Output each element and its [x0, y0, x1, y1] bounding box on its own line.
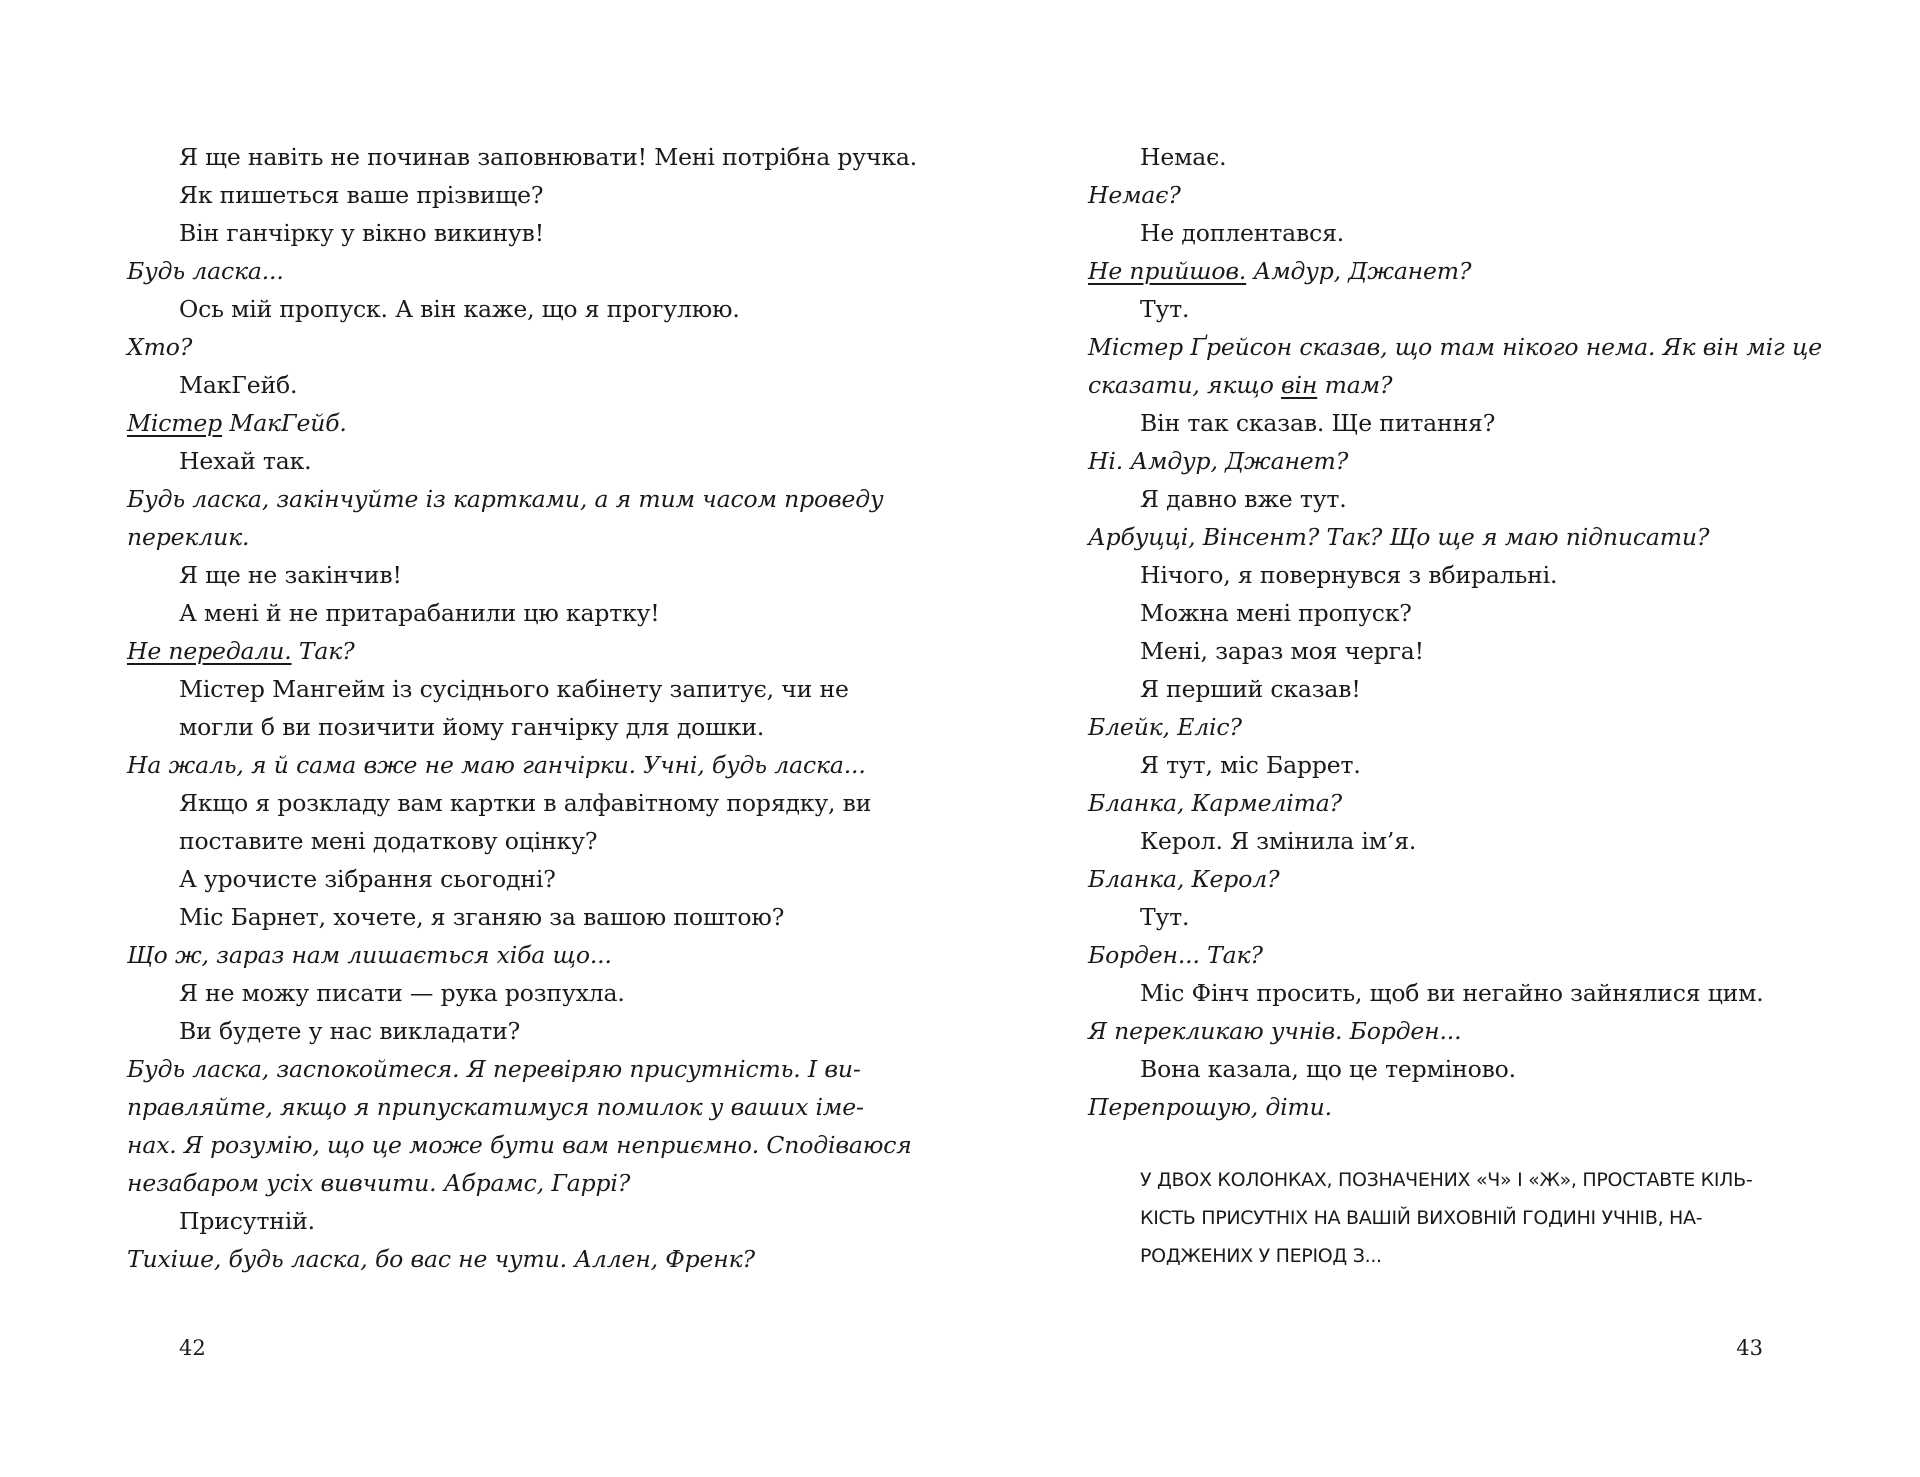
teacher-line	[127, 252, 857, 290]
line-text: Так?	[291, 637, 355, 665]
page-number-right: 43	[1736, 1336, 1763, 1360]
student-line	[127, 860, 857, 898]
line-text: Ви будете у нас викладати?	[179, 1017, 521, 1045]
form-instruction	[1140, 1161, 1820, 1275]
student-line	[1088, 556, 1823, 594]
student-line	[127, 138, 918, 176]
line-text: Що ж, зараз нам лишається хіба що...	[127, 941, 612, 969]
student-line	[1088, 898, 1823, 936]
teacher-line	[1088, 176, 1823, 214]
line-text: Я ще не закінчив!	[179, 561, 402, 589]
line-text: Нехай так.	[179, 447, 312, 475]
teacher-line	[127, 936, 857, 974]
student-line	[127, 594, 857, 632]
line-text: Бланка, Кармеліта?	[1088, 789, 1343, 817]
student-line	[127, 708, 857, 746]
line-text: Немає.	[1140, 143, 1227, 171]
line-text: Ось мій пропуск. А він каже, що я прогулюю.	[179, 295, 740, 323]
line-text: Містер Ґрейсон сказав, що там нікого нема. Як він міг це	[1088, 333, 1822, 361]
teacher-line	[1088, 936, 1823, 974]
line-text: А мені й не притарабанили цю картку!	[179, 599, 660, 627]
line-text: Тут.	[1140, 903, 1190, 931]
line-text: Я тут, міс Баррет.	[1140, 751, 1361, 779]
student-line	[1088, 290, 1823, 328]
line-text: Він ганчірку у вікно викинув!	[179, 219, 545, 247]
teacher-line	[1088, 708, 1823, 746]
teacher-line	[127, 1088, 864, 1126]
left-dialogue	[127, 138, 918, 1278]
student-line	[1088, 480, 1823, 518]
line-text: сказати, якщо	[1088, 371, 1282, 399]
line-text: Він так сказав. Ще питання?	[1140, 409, 1496, 437]
line-text: Хто?	[127, 333, 193, 361]
line-text: Міс Барнет, хочете, я зганяю за вашою поштою?	[179, 903, 785, 931]
line-text: Керол. Я змінила ім’я.	[1140, 827, 1417, 855]
teacher-line	[127, 518, 857, 556]
line-text: нах. Я розумію, що це може бути вам неприємно. Сподіваюся	[127, 1131, 912, 1159]
student-line	[127, 898, 857, 936]
teacher-line	[127, 328, 857, 366]
line-text: На жаль, я й сама вже не маю ганчірки. Учні, будь ласка...	[127, 751, 866, 779]
teacher-line	[1088, 1012, 1823, 1050]
teacher-line	[1088, 860, 1823, 898]
teacher-line	[127, 1240, 857, 1278]
emphasized-text: Не передали.	[127, 637, 292, 665]
line-text: правляйте, якщо я припускатимуся помилок у ваших імe-	[127, 1093, 864, 1121]
line-text: Міс Фінч просить, щоб ви негайно зайнялися цим.	[1140, 979, 1764, 1007]
line-text: МакГейб.	[179, 371, 298, 399]
student-line	[1088, 746, 1823, 784]
teacher-line	[1088, 442, 1823, 480]
line-text: Нічого, я повернувся з вбиральні.	[1140, 561, 1558, 589]
line-text: Тут.	[1140, 295, 1190, 323]
line-text: Блейк, Еліс?	[1088, 713, 1242, 741]
student-line	[127, 556, 857, 594]
line-text: Не доплентався.	[1140, 219, 1345, 247]
line-text: Я давно вже тут.	[1140, 485, 1347, 513]
line-text: МакГейб.	[222, 409, 347, 437]
student-line	[1088, 1050, 1823, 1088]
teacher-line	[1088, 1088, 1823, 1126]
instruction-line: У ДВОХ КОЛОНКАХ, ПОЗНАЧЕНИХ «Ч» І «Ж», ПРОСТАВТЕ КІЛЬ-	[1140, 1169, 1753, 1191]
student-line	[1088, 822, 1823, 860]
student-line	[127, 670, 857, 708]
line-text: Тихіше, будь ласка, бо вас не чути. Аллен, Френк?	[127, 1245, 755, 1273]
student-line	[1088, 214, 1823, 252]
student-line	[1088, 974, 1823, 1012]
line-text: Можна мені пропуск?	[1140, 599, 1412, 627]
right-dialogue	[1088, 138, 1823, 1126]
line-text: А урочисте зібрання сьогодні?	[179, 865, 556, 893]
student-line	[127, 442, 857, 480]
line-text: Якщо я розкладу вам картки в алфавітному порядку, ви	[179, 789, 872, 817]
student-line	[127, 1012, 857, 1050]
line-text: Присутній.	[179, 1207, 316, 1235]
student-line	[127, 974, 857, 1012]
student-line	[127, 822, 857, 860]
instruction-line: РОДЖЕНИХ У ПЕРІОД З...	[1140, 1245, 1382, 1267]
line-text: Я ще навіть не починав заповнювати! Мені потрібна ручка.	[179, 143, 918, 171]
right-page	[1088, 0, 1823, 1477]
line-text: поставите мені додаткову оцінку?	[179, 827, 598, 855]
line-text: Містер Мангейм із сусіднього кабінету запитує, чи не	[179, 675, 849, 703]
student-line	[1088, 404, 1823, 442]
line-text: Борден... Так?	[1088, 941, 1263, 969]
emphasized-text: Містер	[127, 409, 223, 437]
student-line	[127, 366, 857, 404]
student-line	[127, 290, 857, 328]
line-text: Будь ласка, заспокойтеся. Я перевіряю присутність. І ви-	[127, 1055, 861, 1083]
line-text: Ні. Амдур, Джанет?	[1088, 447, 1349, 475]
student-line	[127, 784, 872, 822]
student-line	[127, 214, 857, 252]
left-page	[127, 0, 918, 1477]
teacher-line	[127, 1126, 912, 1164]
teacher-line	[127, 746, 866, 784]
line-text: Я перший сказав!	[1140, 675, 1361, 703]
teacher-line	[127, 1164, 857, 1202]
line-text: там?	[1317, 371, 1393, 399]
teacher-line	[127, 480, 884, 518]
student-line	[127, 176, 857, 214]
line-text: незабаром усіх вивчити. Абрамс, Гаррі?	[127, 1169, 631, 1197]
line-text: Амдур, Джанет?	[1246, 257, 1472, 285]
teacher-line	[1088, 328, 1823, 366]
instruction-line: КІСТЬ ПРИСУТНІХ НА ВАШІЙ ВИХОВНІЙ ГОДИНІ УЧНІВ, НА-	[1140, 1207, 1703, 1229]
line-text: Як пишеться ваше прізвище?	[179, 181, 544, 209]
line-text: Будь ласка, закінчуйте із картками, а я тим часом проведу	[127, 485, 884, 513]
line-text: Бланка, Керол?	[1088, 865, 1280, 893]
teacher-line	[1088, 366, 1823, 404]
line-text: Вона казала, що це терміново.	[1140, 1055, 1516, 1083]
student-line	[1088, 594, 1823, 632]
line-text: Я не можу писати — рука розпухла.	[179, 979, 625, 1007]
student-line	[1088, 670, 1823, 708]
student-line	[1088, 138, 1823, 176]
line-text: Я перекликаю учнів. Борден...	[1088, 1017, 1462, 1045]
line-text: переклик.	[127, 523, 250, 551]
line-text: Немає?	[1088, 181, 1181, 209]
line-text: Будь ласка...	[127, 257, 284, 285]
student-line	[127, 1202, 857, 1240]
line-text: Арбуцці, Вінсент? Так? Що ще я маю підписати?	[1088, 523, 1710, 551]
page-number-left: 42	[179, 1336, 206, 1360]
teacher-line	[1088, 518, 1823, 556]
teacher-line	[1088, 252, 1823, 290]
line-text: могли б ви позичити йому ганчірку для дошки.	[179, 713, 765, 741]
teacher-line	[1088, 784, 1823, 822]
student-line	[1088, 632, 1823, 670]
teacher-line	[127, 404, 857, 442]
emphasized-text: він	[1281, 371, 1318, 399]
teacher-line	[127, 632, 857, 670]
teacher-line	[127, 1050, 861, 1088]
emphasized-text: Не прийшов.	[1088, 257, 1247, 285]
line-text: Перепрошую, діти.	[1088, 1093, 1332, 1121]
line-text: Мені, зараз моя черга!	[1140, 637, 1424, 665]
